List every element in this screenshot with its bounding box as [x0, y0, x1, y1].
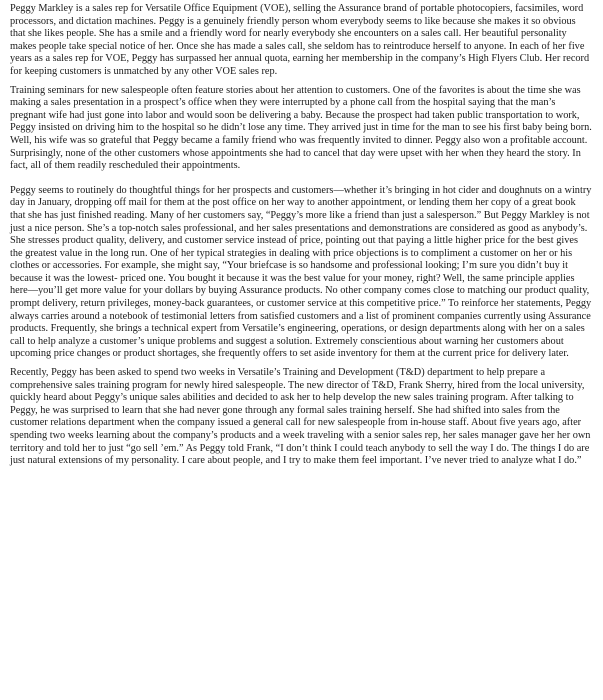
paragraph-2: Training seminars for new salespeople often feature stories about her attention to customers. One of the favorites is about the time she was making a sales presentation in a prospect’s office when they were interrupted by a phone call from the hospital saying that the man’s pregnant wife had just gone into labor and would soon be delivering a baby. Because the prospect had taken public transportation to work, Peggy insisted on driving him to the hospital so he didn’t lose any time. They arrived just in time for the man to see his first baby being born. Well, his wife was so grateful that Peggy became a family friend who was frequently invited to dinner. Peggy also won a profitable account. Surprisingly, none of the other customers whose appointments she had to cancel that day were upset with her when they heard the story. In fact, all of them readily rescheduled their appointments. [10, 84, 592, 172]
paragraph-4: Recently, Peggy has been asked to spend two weeks in Versatile’s Training and Development (T&D) department to help prepare a comprehensive sales training program for newly hired salespeople. The new director of T&D, Frank Sherry, hired from the local university, quickly heard about Peggy’s unique sales abilities and decided to ask her to help develop the new sales training program. After talking to Peggy, he was surprised to learn that she had never gone through any formal sales training herself. She had shifted into sales from the customer relations department when the company issued a general call for new salespeople from in-house staff. About five years ago, after spending two weeks learning about the company’s products and a week traveling with a senior sales rep, her sales manager gave her her own territory and told her to just “go sell ’em.” As Peggy told Frank, “I don’t think I could teach anybody to sell the way I do. The things I do are just natural extensions of my personality. I care about people, and I try to make them feel important. I’ve never tried to analyze what I do.” [10, 367, 591, 467]
paragraph-1: Peggy Markley is a sales rep for Versatile Office Equipment (VOE), selling the Assurance brand of portable photocopiers, facsimiles, word processors, and dictation machines. Peggy is a genuinely friendly person whom everybody seems to like because she makes it so obvious that she likes people. She has a smile and a friendly word for nearly everybody she encounters on a sales call. Her beautiful personality makes people take special notice of her. Once she has made a sales call, she seldom has to reintroduce herself to anyone. In each of her five years as a sales rep for VOE, Peggy has surpassed her annual quota, earning her membership in the company’s High Flyers Club. Her record for keeping customers is unmatched by any other VOE sales rep. [10, 3, 590, 77]
paragraph-3: Peggy seems to routinely do thoughtful things for her prospects and customers—whether it’s bringing in hot cider and doughnuts on a wintry day in January, dropping off mail for them at the post office on her way to another appointment, or lending them her copy of a great book that she has just finished reading. Many of her customers say, “Peggy’s more like a friend than just a salesperson.” But Peggy Markley is not just a nice person. She’s a top-notch sales professional, and her sales presentations and demonstrations are considered as good as anybody’s. She stresses product quality, delivery, and customer service instead of price, pointing out that paying a little higher price for the best gives the greatest value in the long run. One of her typical strategies in dealing with price objections is to compliment a customer on her or his clothes or accessories. For example, she might say, “Your briefcase is so handsome and professional looking; I’m sure you didn’t buy it because it was the lowest- priced one. You bought it because it was the best value for your money, right? Well, the same principle applies here—you’ll get more value for your dollars by buying Assurance products. No other company comes close to matching our product quality, prompt delivery, return privileges, money-back guarantees, or customer service at this competitive price.” To reinforce her statements, Peggy always carries around a notebook of testimonial letters from satisfied customers and a list of prominent companies currently using Assurance products. Frequently, she brings a technical expert from Versatile’s engineering, operations, or design departments along with her on a sales call to help analyze a customer’s unique problems and suggest a solution. Extremely conscientious about warning her customers about upcoming price changes or product shortages, she frequently offers to set aside inventory for them at the current price for delivery later. [10, 184, 592, 360]
